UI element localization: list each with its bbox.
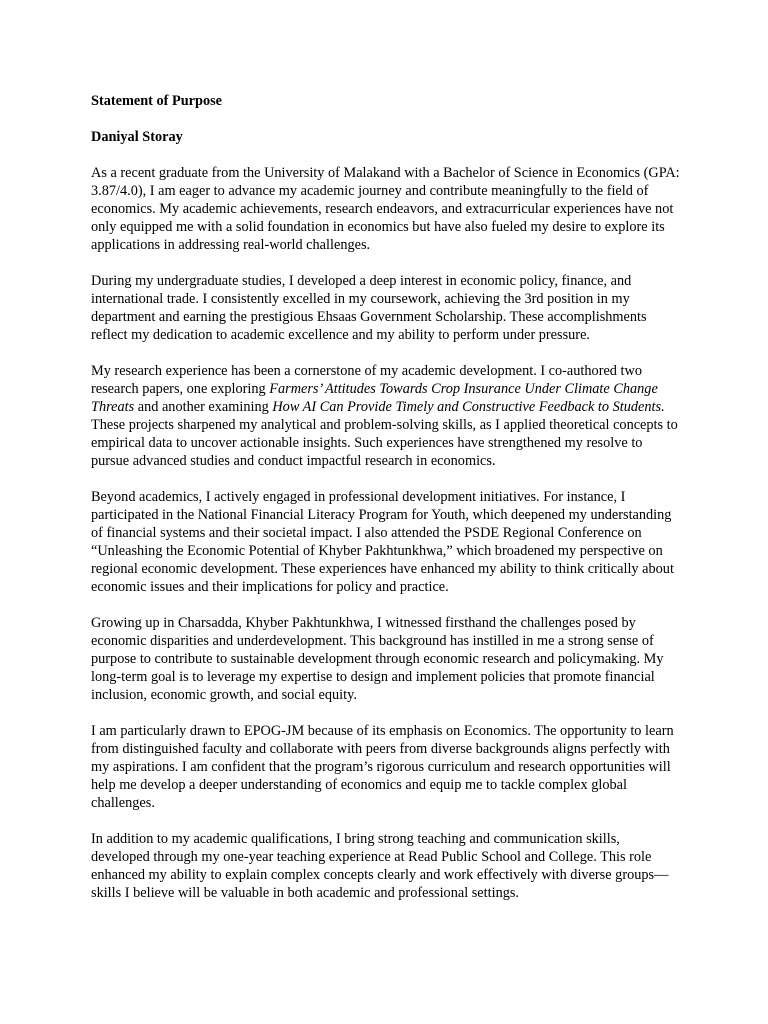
body-paragraph <box>91 614 681 704</box>
paragraph-text: During my undergraduate studies, I developed a deep interest in economic policy, finance, and international trade. I consistently excelled in my coursework, achieving the 3rd position in my department and earning the prestigious Ehsaas Government Scholarship. These accomplishments reflect my dedication to academic excellence and my ability to perform under pressure. <box>91 273 647 343</box>
paragraph-text: and another examining <box>134 399 273 415</box>
paragraph-text: My research experience has been a cornerstone of my academic development. I co-authored two research papers, one exploring <box>91 363 642 397</box>
body-paragraph <box>91 164 681 254</box>
body-paragraph <box>91 722 681 812</box>
body-paragraph <box>91 830 681 902</box>
paper-title-italic: Farmers’ Attitudes Towards Crop Insurance Under Climate Change Threats <box>91 381 658 415</box>
document-page <box>91 92 681 902</box>
paper-title-italic: How AI Can Provide Timely and Constructive Feedback to Students. <box>272 399 665 415</box>
body-paragraph <box>91 362 681 470</box>
body-paragraph <box>91 488 681 596</box>
paragraph-text: I am particularly drawn to EPOG-JM because of its emphasis on Economics. The opportunity to learn from distinguished faculty and collaborate with peers from diverse backgrounds aligns perfectly with my aspirations. I am confident that the program’s rigorous curriculum and research opportunities will help me develop a deeper understanding of economics and equip me to tackle complex global challenges. <box>91 723 674 811</box>
paragraph-text: In addition to my academic qualifications, I bring strong teaching and communication skills, developed through my one-year teaching experience at Read Public School and College. This role enhanced my ability to explain complex concepts clearly and work effectively with diverse groups—skills I believe will be valuable in both academic and professional settings. <box>91 831 669 901</box>
paragraph-text: Beyond academics, I actively engaged in professional development initiatives. For instance, I participated in the National Financial Literacy Program for Youth, which deepened my understanding of financial systems and their societal impact. I also attended the PSDE Regional Conference on “Unleashing the Economic Potential of Khyber Pakhtunkhwa,” which broadened my perspective on regional economic development. These experiences have enhanced my ability to think critically about economic issues and their implications for policy and practice. <box>91 489 674 595</box>
paragraph-text: Growing up in Charsadda, Khyber Pakhtunkhwa, I witnessed firsthand the challenges posed by economic disparities and underdevelopment. This background has instilled in me a strong sense of purpose to contribute to sustainable development through economic research and policymaking. My long-term goal is to leverage my expertise to design and implement policies that promote financial inclusion, economic growth, and social equity. <box>91 615 664 703</box>
document-body <box>91 164 681 902</box>
paragraph-text: These projects sharpened my analytical and problem-solving skills, as I applied theoretical concepts to empirical data to uncover actionable insights. Such experiences have strengthened my resolve to pursue advanced studies and conduct impactful research in economics. <box>91 417 678 469</box>
paragraph-text: As a recent graduate from the University of Malakand with a Bachelor of Science in Economics (GPA: 3.87/4.0), I am eager to advance my academic journey and contribute meaningfully to the field of economics. My academic achievements, research endeavors, and extracurricular experiences have not only equipped me with a solid foundation in economics but have also fueled my desire to explore its applications in addressing real-world challenges. <box>91 165 680 253</box>
body-paragraph <box>91 272 681 344</box>
author-name: Daniyal Storay <box>91 129 183 145</box>
document-title: Statement of Purpose <box>91 93 223 109</box>
